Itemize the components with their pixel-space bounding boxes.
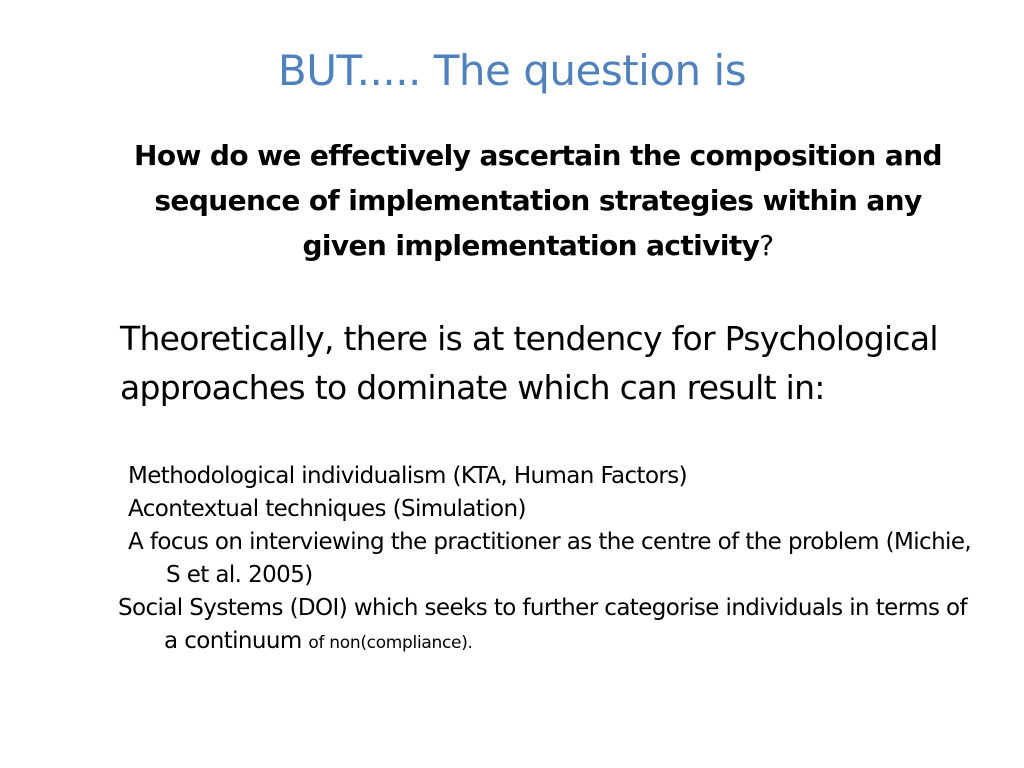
lead-paragraph: Theoretically, there is at tendency for Psychological approaches to dominate which can result in: [120,319,938,407]
list-item-text: Social Systems (DOI) which seeks to further categorise individuals in terms of a continuum [118,595,968,654]
list-item: A focus on interviewing the practitioner as the centre of the problem (Michie, S et al. 2005) [128,529,972,588]
item-list [118,460,978,660]
list-item: Methodological individualism (KTA, Human Factors) [128,463,688,489]
slide-title: BUT..... The question is [277,46,747,95]
list-item-small-suffix: of non(compliance). [308,633,473,653]
question-mark: ? [759,229,774,262]
list-item [118,592,978,660]
question-text [108,133,968,268]
list-item: Acontextual techniques (Simulation) [128,496,526,522]
question-bold-text: How do we effectively ascertain the composition and sequence of implementation strategies within any given implementation activity [134,139,942,262]
